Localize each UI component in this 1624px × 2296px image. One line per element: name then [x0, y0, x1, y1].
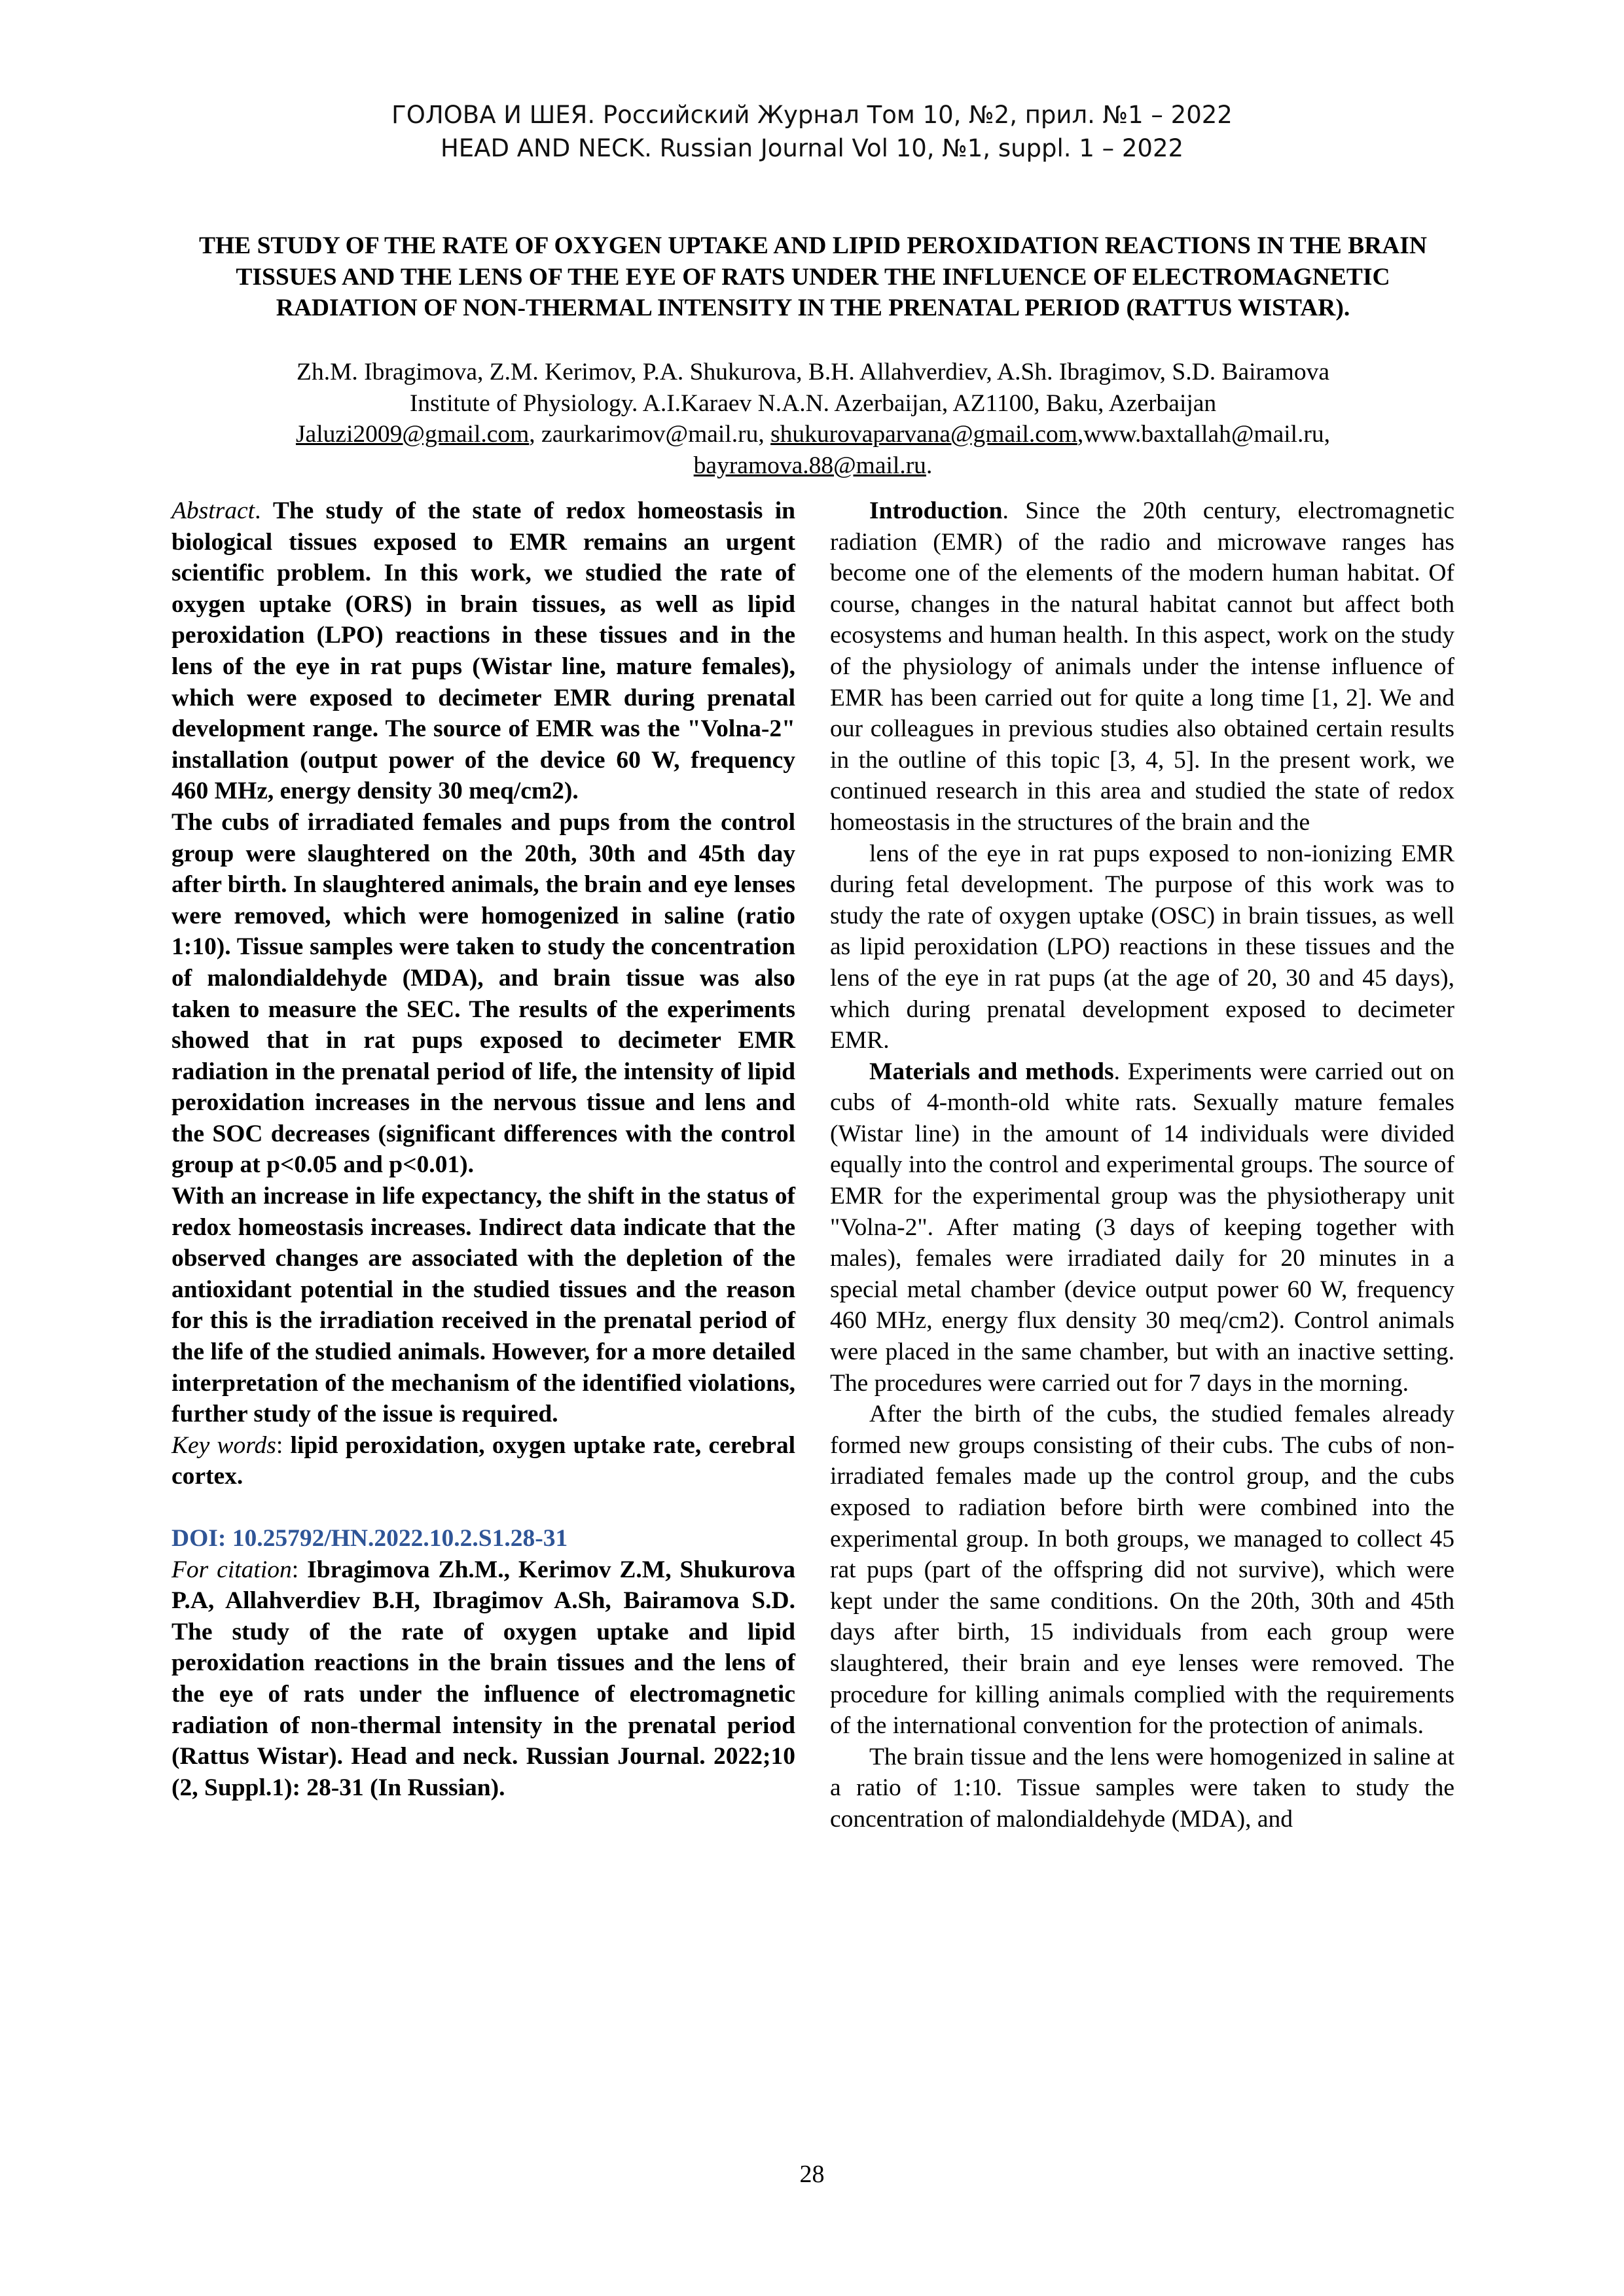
- running-head-russian: ГОЛОВА И ШЕЯ. Российский Журнал Том 10, №2, прил. №1 – 2022: [391, 101, 1233, 129]
- article-meta: [171, 357, 1454, 481]
- abstract-label: Abstract: [171, 497, 255, 524]
- email-link-1[interactable]: Jaluzi2009@gmail.com: [295, 421, 530, 448]
- emails: [171, 419, 1454, 450]
- introduction-text-1: Since the 20th century, electromagnetic radiation (EMR) of the radio and microwave ranges has become one of the elements of the modern human habitat. Of course, changes in the natural habitat cannot but affect both ecosystems and human health. In this aspect, work on the study of the physiology of animals under the intense influence of EMR has been carried out for quite a long time [1, 2]. We and our colleagues in previous studies also obtained certain results in the outline of this topic [3, 4, 5]. In the present work, we continued research in this area and studied the state of redox homeostasis in the structures of the brain and the: [830, 497, 1454, 836]
- methods-text-1: Experiments were carried out on cubs of 4-month-old white rats. Sexually mature females (Wistar line) in the amount of 14 individuals were divided equally into the control and experimental groups. The source of EMR for the experimental group was the physiotherapy unit "Volna-2". After mating (3 days of keeping together with males), females were irradiated daily for 20 minutes in a special metal chamber (device output power 60 W, frequency 460 MHz, energy flux density 30 meq/cm2). Control animals were placed in the same chamber, but with an inactive setting. The procedures were carried out for 7 days in the morning.: [830, 1058, 1455, 1397]
- email-link-3[interactable]: shukurovaparvana@gmail.com: [770, 421, 1077, 448]
- running-head-english: HEAD AND NECK. Russian Journal Vol 10, №1, suppl. 1 – 2022: [440, 134, 1184, 162]
- email-link-5[interactable]: bayramova.88@mail.ru: [693, 452, 926, 479]
- email-text-2: zaurkarimov@mail.ru: [541, 421, 759, 448]
- separator: .: [926, 452, 933, 479]
- right-column: [830, 495, 1454, 1835]
- keywords-label: Key words: [171, 1431, 276, 1459]
- separator: ,: [529, 421, 542, 448]
- separator: .: [255, 497, 273, 524]
- separator: ,: [758, 421, 771, 448]
- methods-paragraph-2: After the birth of the cubs, the studied females already formed new groups consisting of their cubs. The cubs of non-irradiated females made up the control group, and the cubs exposed to radiation before birth were combined into the experimental group. In both groups, we managed to collect 45 rat pups (part of the offspring did not survive), which were kept under the same conditions. On the 20th, 30th and 45th days after birth, 15 individuals from each group were slaughtered, their brain and eye lenses were removed. The procedure for killing animals complied with the requirements of the international convention for the protection of animals.: [830, 1401, 1454, 1740]
- keywords-text: lipid peroxidation, oxygen uptake rate, cerebral cortex.: [171, 1431, 796, 1490]
- separator: .: [1002, 497, 1026, 524]
- separator: :: [276, 1431, 291, 1459]
- citation: [171, 1554, 795, 1804]
- doi[interactable]: DOI: 10.25792/HN.2022.10.2.S1.28-31: [171, 1525, 568, 1552]
- emails-line-2: [171, 450, 1454, 482]
- abstract-paragraph-3: With an increase in life expectancy, the shift in the status of redox homeostasis increases. Indirect data indicate that the observed changes are associated with the depletion of the antioxidant potential in the studied tissues and the reason for this is the irradiation received in the prenatal period of the life of the studied animals. However, for a more detailed interpretation of the mechanism of the identified violations, further study of the issue is required.: [171, 1183, 795, 1428]
- abstract-text-1: The study of the state of redox homeostasis in biological tissues exposed to EMR remains an urgent scientific problem. In this work, we studied the rate of oxygen uptake (ORS) in brain tissues, as well as lipid peroxidation (LPO) reactions in these tissues and in the lens of the eye in rat pups (Wistar line, mature females), which were exposed to decimeter EMR during prenatal development range. The source of EMR was the "Volna-2" installation (output power of the device 60 W, frequency 460 MHz, energy density 30 meq/cm2).: [171, 497, 796, 805]
- methods-paragraph-1: [830, 1056, 1454, 1399]
- running-head: [0, 98, 1624, 165]
- keywords: [171, 1430, 795, 1492]
- citation-label: For citation: [171, 1556, 292, 1583]
- left-column: [171, 495, 795, 1803]
- separator: .: [1113, 1058, 1128, 1085]
- separator: :: [291, 1556, 308, 1583]
- introduction-paragraph-1: [830, 495, 1454, 838]
- affiliation: Institute of Physiology. A.I.Karaev N.A.N. Azerbaijan, AZ1100, Baku, Azerbaijan: [409, 389, 1217, 417]
- separator: ,: [1324, 421, 1331, 448]
- methods-paragraph-3: The brain tissue and the lens were homogenized in saline at a ratio of 1:10. Tissue samples were taken to study the concentration of malondialdehyde (MDA), and: [830, 1743, 1454, 1833]
- citation-text: Ibragimova Zh.M., Kerimov Z.M, Shukurova P.A, Allahverdiev B.H, Ibragimov A.Sh, Bairamova S.D. The study of the rate of oxygen uptake and lipid peroxidation reactions in the brain tissues and the lens of the eye of rats under the influence of electromagnetic radiation of non-thermal intensity in the prenatal period (Rattus Wistar). Head and neck. Russian Journal. 2022;10 (2, Suppl.1): 28-31 (In Russian).: [171, 1556, 796, 1801]
- authors: Zh.M. Ibragimova, Z.M. Kerimov, P.A. Shukurova, B.H. Allahverdiev, A.Sh. Ibragimov, S.D. Bairamova: [297, 359, 1329, 386]
- abstract-paragraph-2: The cubs of irradiated females and pups from the control group were slaughtered on the 20th, 30th and 45th day after birth. In slaughtered animals, the brain and eye lenses were removed, which were homogenized in saline (ratio 1:10). Tissue samples were taken to study the concentration of malondialdehyde (MDA), and brain tissue was also taken to measure the SEC. The results of the experiments showed that in rat pups exposed to decimeter EMR radiation in the prenatal period of life, the intensity of lipid peroxidation increases in the nervous tissue and lens and the SOC decreases (significant differences with the control group at p<0.05 and p<0.01).: [171, 808, 795, 1179]
- article-title: THE STUDY OF THE RATE OF OXYGEN UPTAKE AND LIPID PEROXIDATION REACTIONS IN THE BRAIN TISSUES AND THE LENS OF THE EYE OF RATS UNDER THE INFLUENCE OF ELECTROMAGNETIC RADIATION OF NON-THERMAL INTENSITY IN THE PRENATAL PERIOD (RATTUS WISTAR).: [199, 232, 1427, 321]
- page-number: 28: [799, 2161, 825, 2188]
- abstract-paragraph-1: [171, 495, 795, 807]
- separator: ,: [1077, 421, 1084, 448]
- introduction-paragraph-2: lens of the eye in rat pups exposed to non-ionizing EMR during fetal development. The purpose of this work was to study the rate of oxygen uptake (OSC) in brain tissues, as well as lipid peroxidation (LPO) reactions in these tissues and the lens of the eye in rat pups (at the age of 20, 30 and 45 days), which during prenatal development exposed to decimeter EMR.: [830, 840, 1454, 1054]
- email-text-4: www.baxtallah@mail.ru: [1083, 421, 1324, 448]
- introduction-heading: Introduction: [869, 497, 1003, 524]
- methods-heading: Materials and methods: [869, 1058, 1114, 1085]
